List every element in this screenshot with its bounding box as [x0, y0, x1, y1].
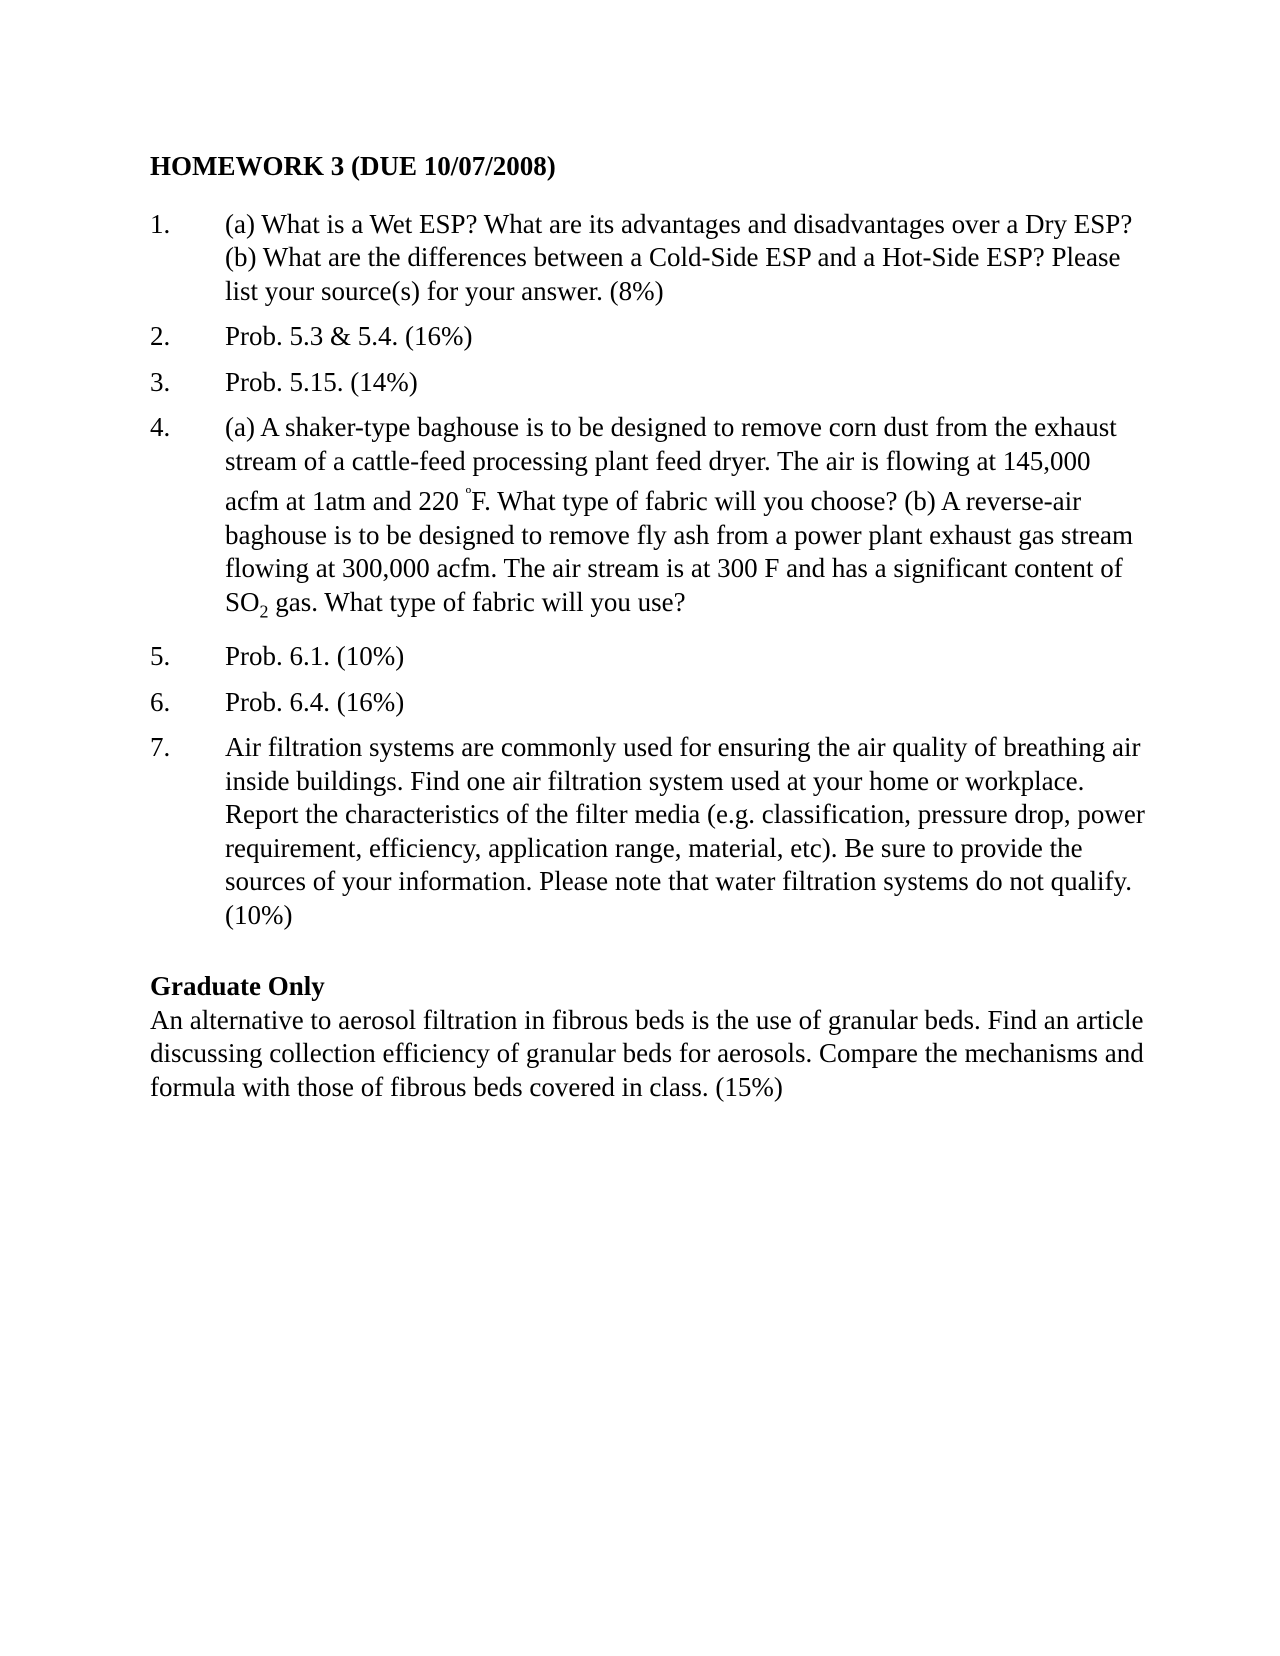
- list-item: [150, 366, 1150, 400]
- item-number: 3.: [150, 366, 171, 397]
- item-text: Air filtration systems are commonly used for ensuring the air quality of breathing air inside buildings. Find one air filtration system used at your home or workplace. Report the characteristics of the filter media (e.g. classification, pressure drop, power requirement, efficiency, application range, material, etc). Be sure to provide the sources of your information. Please note that water filtration systems do not qualify. (10%): [225, 732, 1145, 930]
- item-text-part: gas. What type of fabric will you use?: [268, 586, 686, 617]
- item-text: [225, 411, 1150, 628]
- list-item: [150, 686, 1150, 720]
- list-item: [150, 320, 1150, 354]
- subscript: 2: [259, 600, 269, 621]
- item-text: Prob. 5.3 & 5.4. (16%): [225, 321, 473, 351]
- item-text: (a) What is a Wet ESP? What are its advantages and disadvantages over a Dry ESP? (b) What are the differences between a Cold-Side ESP and a Hot-Side ESP? Please list your source(s) for your answer. (8%): [225, 208, 1133, 306]
- item-text-part: (a) A shaker-type baghouse is to be designed to remove corn dust from the exhaust stream of a cattle-feed processing plant feed dryer. The air is flowing at 145,000 acfm at 1atm and 220: [225, 412, 1117, 516]
- graduate-text: An alternative to aerosol filtration in fibrous beds is the use of granular beds. Find an article discussing collection efficiency of granular beds for aerosols. Compare the mechanisms and formula with those of fibrous beds covered in class. (15%): [150, 1004, 1144, 1102]
- degree-symbol: º: [465, 484, 472, 504]
- item-number: 1.: [150, 208, 171, 239]
- item-text-part: F. What type of fabric will you choose? (b) A reverse-air baghouse is to be designed to remove fly ash from a power plant exhaust gas stream flowing at 300,000 acfm. The air stream is at 300 F and has a significant content of SO: [225, 486, 1134, 617]
- item-number: 5.: [150, 641, 171, 672]
- list-item: [150, 640, 1150, 674]
- item-number: 4.: [150, 412, 171, 442]
- item-number: 7.: [150, 732, 171, 763]
- item-text: Prob. 6.1. (10%): [225, 641, 405, 672]
- graduate-heading: Graduate Only: [150, 971, 325, 1002]
- list-item: [150, 731, 1150, 932]
- list-item: [150, 411, 1150, 628]
- item-text: Prob. 6.4. (16%): [225, 686, 405, 717]
- item-text: Prob. 5.15. (14%): [225, 366, 418, 397]
- item-number: 2.: [150, 321, 171, 351]
- item-number: 6.: [150, 686, 171, 717]
- page-title: HOMEWORK 3 (DUE 10/07/2008): [150, 151, 556, 181]
- list-item: [150, 208, 1150, 309]
- document-page: [150, 150, 1150, 1104]
